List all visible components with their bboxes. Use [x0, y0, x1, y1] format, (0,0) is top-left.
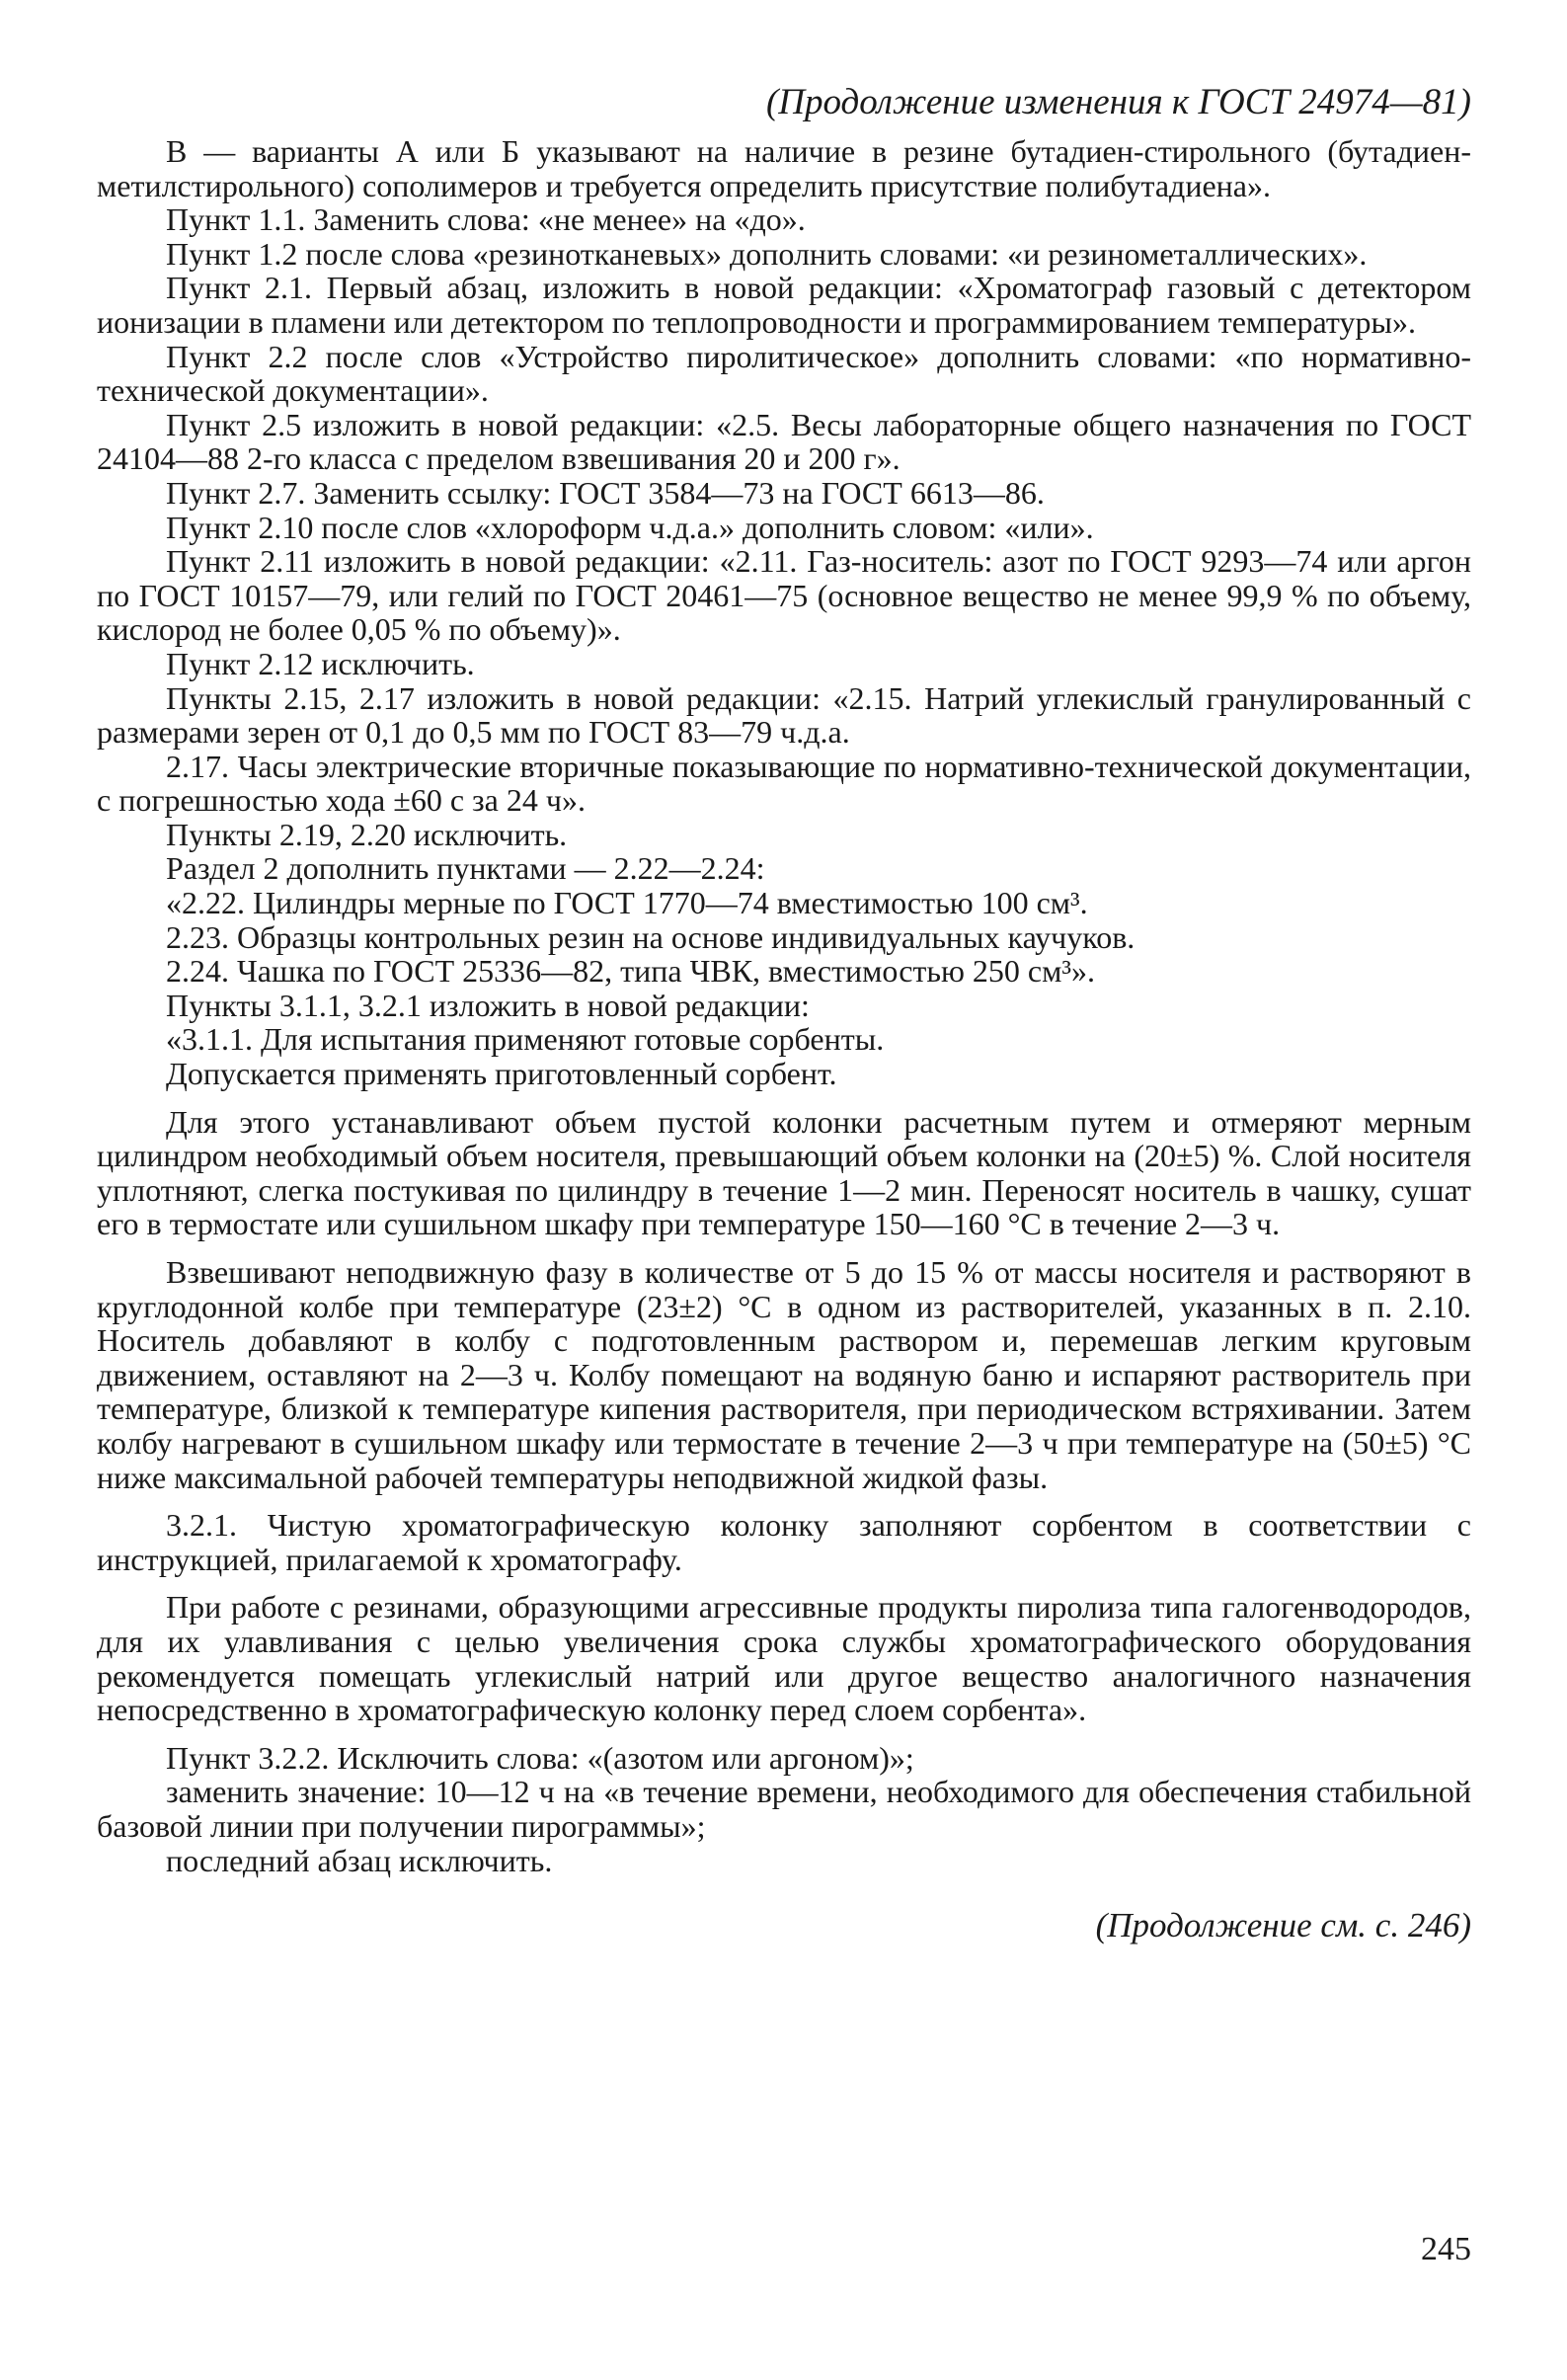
paragraph: Раздел 2 дополнить пунктами — 2.22—2.24:: [166, 850, 765, 887]
continuation-header: (Продолжение изменения к ГОСТ 24974—81): [765, 82, 1471, 122]
continuation-footer: (Продолжение см. с. 246): [1095, 1906, 1471, 1945]
paragraph: Допускается применять приготовленный сорбент.: [166, 1056, 837, 1092]
paragraph: Пункт 2.2 после слов «Устройство пиролитическое» дополнить словами: «по нормативно-технической документации».: [97, 338, 1471, 409]
paragraph: Пункты 2.19, 2.20 исключить.: [166, 816, 568, 852]
paragraph: 2.23. Образцы контрольных резин на основе индивидуальных каучуков.: [166, 918, 1136, 955]
paragraph: Пункты 3.1.1, 3.2.1 изложить в новой редакции:: [166, 987, 810, 1023]
paragraph: Пункт 2.1. Первый абзац, изложить в новой редакции: «Хроматограф газовый с детектором ионизации в пламени или детектором по теплопроводности и программированием температуры».: [97, 270, 1471, 340]
paragraph: Для этого устанавливают объем пустой колонки расчетным путем и отмеряют мерным цилиндром необходимый объем носителя, превышающий объем колонки на (20±5) %. Слой носителя уплотняют, слегка постукивая по цилиндру в течение 1—2 мин. Переносят носитель в чашку, сушат его в термостате или сушильном шкафу при температуре 150—160 °С в течение 2—3 ч.: [97, 1103, 1471, 1242]
paragraph: В — варианты А или Б указывают на наличие в резине бутадиен-стирольного (бутадиен-метилстирольного) сополимеров и требуется определить присутствие полибутадиена».: [97, 133, 1471, 203]
document-page: [97, 79, 1471, 1948]
document-body: [97, 134, 1471, 1877]
paragraph: 2.17. Часы электрические вторичные показывающие по нормативно-технической документации, с погрешностью хода ±60 с за 24 ч».: [97, 748, 1471, 819]
paragraph: Пункт 1.1. Заменить слова: «не менее» на «до».: [166, 201, 806, 238]
paragraph: Пункт 2.5 изложить в новой редакции: «2.5. Весы лабораторные общего назначения по ГОСТ 24104—88 2-го класса с пределом взвешивания 20 и 200 г».: [97, 406, 1471, 477]
paragraph: Пункт 2.7. Заменить ссылку: ГОСТ 3584—73 на ГОСТ 6613—86.: [166, 474, 1045, 511]
page-number: 245: [1421, 2231, 1471, 2267]
paragraph: Пункт 2.10 после слов «хлороформ ч.д.а.» дополнить словом: «или».: [166, 509, 1094, 545]
paragraph: Пункт 2.11 изложить в новой редакции: «2.11. Газ-носитель: азот по ГОСТ 9293—74 или аргон по ГОСТ 10157—79, или гелий по ГОСТ 20461—75 (основное вещество не менее 99,9 % по объему, кислород не более 0,05 % по объему)».: [97, 543, 1471, 648]
paragraph: 2.24. Чашка по ГОСТ 25336—82, типа ЧВК, вместимостью 250 см³».: [166, 953, 1095, 990]
paragraph: Пункт 3.2.2. Исключить слова: «(азотом или аргоном)»;: [166, 1739, 914, 1776]
paragraph: Взвешивают неподвижную фазу в количестве от 5 до 15 % от массы носителя и растворяют в круглодонной колбе при температуре (23±2) °С в одном из растворителей, указанных в п. 2.10. Носитель добавляют в колбу с подготовленным раствором и, перемешав легким круговым движением, оставляют на 2—3 ч. Колбу помещают на водяную баню и испаряют растворитель при температуре, близкой к температуре кипения растворителя, при периодическом встряхивании. Затем колбу нагревают в сушильном шкафу или термостате в течение 2—3 ч при температуре на (50±5) °С ниже максимальной рабочей температуры неподвижной жидкой фазы.: [97, 1254, 1471, 1495]
paragraph: 3.2.1. Чистую хроматографическую колонку заполняют сорбентом в соответствии с инструкцией, прилагаемой к хроматографу.: [97, 1507, 1471, 1577]
paragraph: При работе с резинами, образующими агрессивные продукты пиролиза типа галогенводородов, для их улавливания с целью увеличения срока службы хроматографического оборудования рекомендуется помещать углекислый натрий или другое вещество аналогичного назначения непосредственно в хроматографическую колонку перед слоем сорбента».: [97, 1589, 1471, 1728]
paragraph: «3.1.1. Для испытания применяют готовые сорбенты.: [166, 1021, 885, 1058]
paragraph: заменить значение: 10—12 ч на «в течение времени, необходимого для обеспечения стабильной базовой линии при получении пирограммы»;: [97, 1774, 1471, 1844]
paragraph: последний абзац исключить.: [166, 1842, 553, 1878]
paragraph: «2.22. Цилиндры мерные по ГОСТ 1770—74 вместимостью 100 см³.: [166, 885, 1088, 921]
paragraph: Пункт 1.2 после слова «резинотканевых» дополнить словами: «и резинометаллических».: [166, 235, 1368, 272]
paragraph: Пункты 2.15, 2.17 изложить в новой редакции: «2.15. Натрий углекислый гранулированный с размерами зерен от 0,1 до 0,5 мм по ГОСТ 83—79 ч.д.а.: [97, 679, 1471, 751]
paragraph: Пункт 2.12 исключить.: [166, 645, 475, 681]
